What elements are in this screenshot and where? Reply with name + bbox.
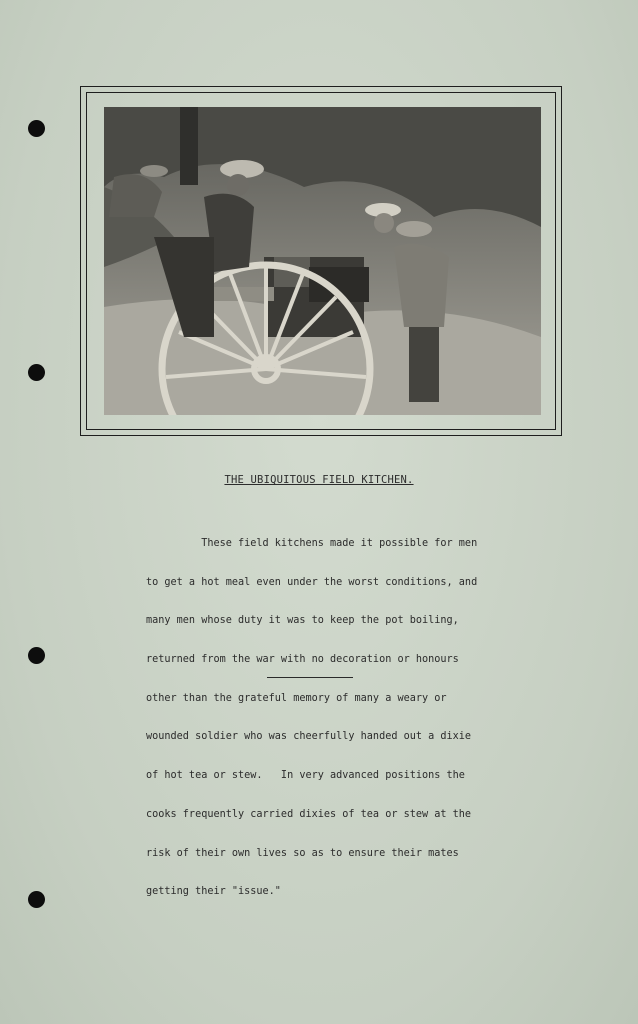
paragraph-line: wounded soldier who was cheerfully handed out a dixie [146, 731, 472, 743]
paragraph-line: of hot tea or stew. In very advanced positions the [146, 770, 465, 782]
paragraph-line: to get a hot meal even under the worst conditions, and [146, 576, 478, 588]
punch-hole [28, 647, 45, 664]
punch-hole [28, 364, 45, 381]
punch-hole [28, 120, 45, 137]
paragraph-line: many men whose duty it was to keep the pot boiling, [146, 615, 459, 627]
paragraph-line: getting their "issue." [146, 886, 281, 898]
punch-hole [28, 891, 45, 908]
paragraph-line: cooks frequently carried dixies of tea or stew at the [146, 808, 472, 820]
body-paragraph [146, 512, 516, 925]
photo-caption [0, 474, 638, 486]
section-divider [267, 677, 353, 678]
paragraph-line: These field kitchens made it possible for men [146, 537, 478, 549]
paragraph-line: risk of their own lives so as to ensure their mates [146, 847, 459, 859]
field-kitchen-photo [104, 107, 541, 415]
paragraph-line: returned from the war with no decoration or honours [146, 653, 459, 665]
caption-text: THE UBIQUITOUS FIELD KITCHEN. [224, 474, 414, 486]
paragraph-line: other than the grateful memory of many a weary or [146, 692, 447, 704]
